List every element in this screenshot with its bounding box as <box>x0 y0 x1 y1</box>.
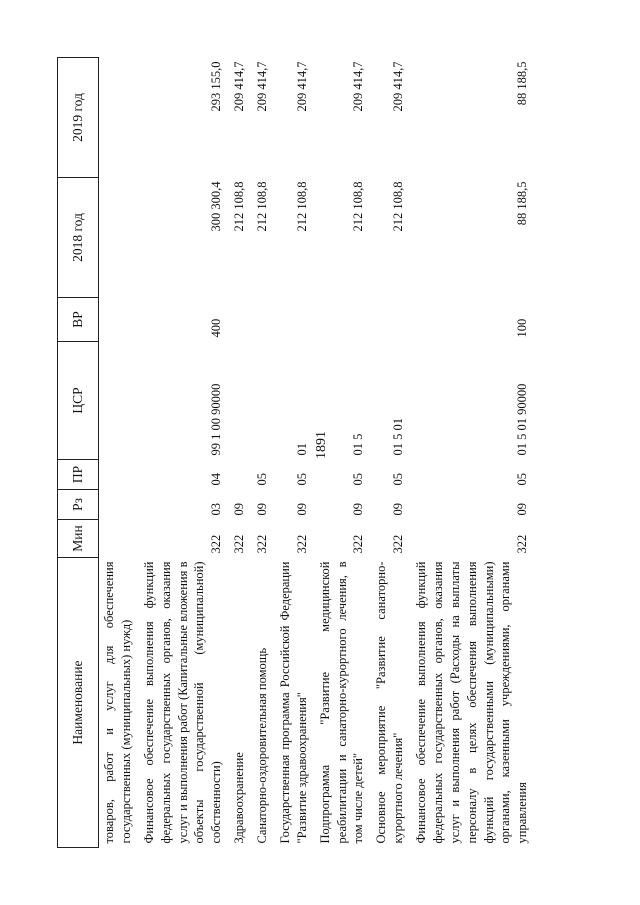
row-rz <box>99 490 138 520</box>
row-vr <box>274 298 314 342</box>
header-2018: 2018 год <box>58 178 99 298</box>
row-min <box>99 520 138 558</box>
row-vr: 100 <box>515 318 530 338</box>
row-2018: 300 300,4 <box>209 181 224 232</box>
row-pr: 05 <box>515 473 530 486</box>
table-row <box>410 58 534 848</box>
row-rz: 03 <box>209 503 224 516</box>
page-number: 1891 <box>314 431 329 459</box>
table-row <box>314 58 371 848</box>
table-row <box>99 58 138 848</box>
row-pr: 05 <box>351 473 366 486</box>
row-rz: 09 <box>391 503 406 516</box>
row-name: Финансовое обеспечение выполнения функций федеральных государственных органов, оказания услуг и выполнения работ (Капитальные вложения в объекты государственной (муниципальной) собственности) <box>141 561 224 844</box>
row-csr: 01 5 <box>351 433 366 456</box>
row-name: Основное мероприятие "Развитие санаторно-курортного лечения" <box>374 561 406 844</box>
row-min: 322 <box>515 534 530 554</box>
row-name: товаров, работ и услуг для обеспечения государственных (муниципальных) нужд) <box>102 561 133 844</box>
row-min: 322 <box>232 534 247 554</box>
row-name: Подпрограмма "Развитие медицинской реабилитации и санаторно-курортного лечения, в том числе детей" <box>317 561 366 844</box>
header-csr: ЦСР <box>58 342 99 460</box>
row-2019 <box>99 58 138 178</box>
row-2018: 212 108,8 <box>391 181 406 232</box>
header-rz: Рз <box>58 490 99 520</box>
row-vr <box>228 298 251 342</box>
row-vr: 400 <box>209 318 224 338</box>
row-2018: 212 108,8 <box>255 181 269 232</box>
header-min: Мин <box>58 520 99 558</box>
row-min: 322 <box>391 534 406 554</box>
table-row <box>138 58 228 848</box>
row-name: Санаторно-оздоровительная помощь <box>255 647 269 844</box>
row-csr: 01 5 01 <box>391 418 406 456</box>
row-name: Здравоохранение <box>232 752 247 844</box>
row-pr <box>228 460 251 490</box>
row-pr: 05 <box>294 473 309 486</box>
row-2018: 212 108,8 <box>232 181 247 232</box>
row-min: 322 <box>351 534 366 554</box>
header-2019: 2019 год <box>58 58 99 178</box>
row-rz: 09 <box>351 503 366 516</box>
budget-table <box>57 57 534 848</box>
row-vr <box>251 298 274 342</box>
row-2018: 88 188,5 <box>515 181 530 226</box>
row-2018 <box>99 178 138 298</box>
row-min: 322 <box>255 534 269 554</box>
row-csr <box>228 342 251 460</box>
header-name: Наименование <box>58 558 99 848</box>
row-min: 322 <box>209 534 224 554</box>
header-pr: ПР <box>58 460 99 490</box>
table-row <box>228 58 251 848</box>
row-pr: 05 <box>391 473 406 486</box>
row-pr: 05 <box>255 473 269 486</box>
table-row <box>251 58 274 848</box>
row-csr: 01 <box>294 443 309 456</box>
row-rz: 09 <box>232 503 247 516</box>
row-min: 322 <box>294 534 309 554</box>
row-2019: 209 414,7 <box>391 61 406 112</box>
row-csr: 01 5 01 90000 <box>515 383 530 456</box>
row-2018: 212 108,8 <box>351 181 366 232</box>
row-2019: 209 414,7 <box>232 61 247 112</box>
table-row <box>370 58 410 848</box>
row-csr: 99 1 00 90000 <box>209 383 224 456</box>
row-vr <box>370 298 410 342</box>
table-header-row <box>58 58 99 848</box>
row-2018: 212 108,8 <box>294 181 309 232</box>
row-2019: 209 414,7 <box>351 61 366 112</box>
row-pr: 04 <box>209 473 224 486</box>
row-2019: 209 414,7 <box>255 61 269 112</box>
row-name: Финансовое обеспечение выполнения функций федеральных государственных органов, оказания услуг и выполнения работ (Расходы на выплаты персоналу в целях обеспечения выполнения функций государственными (муниципальными) органами, казенными учреждениями, органами управления <box>414 561 530 844</box>
row-2019: 88 188,5 <box>515 61 530 106</box>
row-2019: 209 414,7 <box>294 61 309 112</box>
row-pr <box>99 460 138 490</box>
row-csr <box>251 342 274 460</box>
row-vr <box>99 298 138 342</box>
row-rz: 09 <box>515 503 530 516</box>
row-2019: 293 155,0 <box>209 61 224 112</box>
row-rz: 09 <box>294 503 309 516</box>
row-csr <box>99 342 138 460</box>
row-name: Государственная программа Российской Федерации "Развитие здравоохранения" <box>277 561 309 844</box>
row-rz: 09 <box>255 503 269 516</box>
header-vr: ВР <box>58 298 99 342</box>
budget-table-sheet <box>57 58 602 848</box>
table-row <box>274 58 314 848</box>
row-vr <box>314 298 371 342</box>
